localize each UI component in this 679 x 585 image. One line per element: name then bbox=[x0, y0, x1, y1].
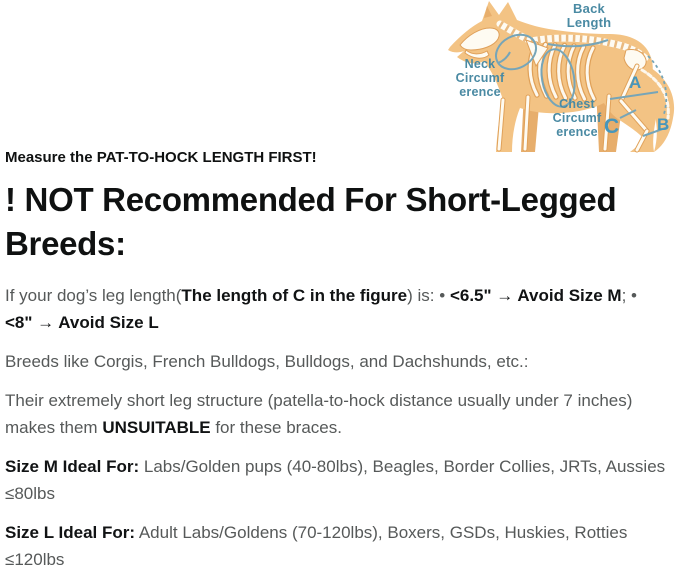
leg-length-rule-paragraph: If your dog’s leg length(The length of C in the figure) is: • <6.5" → Avoid Size M; • <8" → Avoid Size L bbox=[5, 286, 637, 332]
chest-label-line3: erence bbox=[556, 125, 598, 139]
size-l-ideal-paragraph: Size L Ideal For: Adult Labs/Goldens (70-120lbs), Boxers, GSDs, Huskies, Rotties ≤120lbs bbox=[5, 523, 628, 569]
measure-first-note: Measure the PAT-TO-HOCK LENGTH FIRST! bbox=[5, 149, 317, 166]
short-legged-breeds-paragraph: Breeds like Corgis, French Bulldogs, Bulldogs, and Dachshunds, etc.: bbox=[5, 352, 529, 371]
unsuitable-explanation-paragraph: Their extremely short leg structure (patella-to-hock distance usually under 7 inches) makes them UNSUITABLE for these braces. bbox=[5, 391, 633, 437]
back-length-label-line1: Back bbox=[573, 1, 605, 16]
back-length-label-line2: Length bbox=[566, 15, 612, 30]
size-m-ideal-paragraph: Size M Ideal For: Labs/Golden pups (40-80lbs), Beagles, Border Collies, JRTs, Aussies ≤80lbs bbox=[5, 457, 666, 503]
marker-c: C bbox=[604, 115, 620, 138]
neck-label-line3: erence bbox=[459, 85, 501, 99]
neck-label-line1: Neck bbox=[464, 57, 496, 71]
not-recommended-heading: ! NOT Recommended For Short-Legged Breeds: bbox=[5, 181, 617, 262]
marker-b: B bbox=[657, 115, 670, 134]
marker-a: A bbox=[629, 73, 642, 92]
chest-label-line1: Chest bbox=[559, 97, 595, 111]
chest-label-line2: Circumf bbox=[552, 111, 602, 125]
neck-label-line2: Circumf bbox=[455, 71, 505, 85]
